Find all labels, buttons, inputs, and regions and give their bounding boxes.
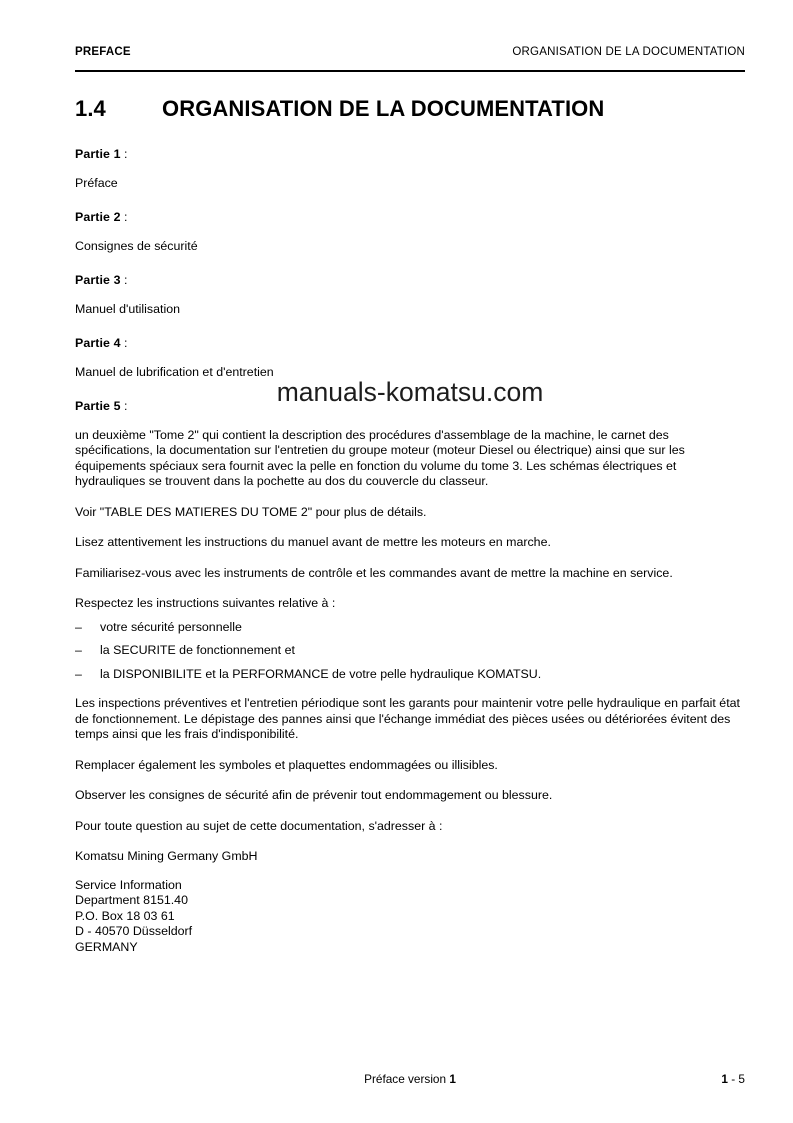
paragraph-observer: Observer les consignes de sécurité afin de prévenir tout endommagement ou blessure. (75, 788, 553, 802)
section-heading (75, 97, 745, 121)
paragraph-lisez: Lisez attentivement les instructions du manuel avant de mettre les moteurs en marche. (75, 535, 551, 549)
header-right-title: ORGANISATION DE LA DOCUMENTATION (512, 46, 745, 58)
paragraph-familiarisez: Familiarisez-vous avec les instruments de contrôle et les commandes avant de mettre la machine en service. (75, 565, 673, 580)
part-3-colon: : (124, 273, 128, 287)
footer-chapter-number: 1 (721, 1072, 728, 1086)
dash-marker: – (75, 643, 82, 657)
part-5-colon: : (124, 399, 128, 413)
part-2-colon: : (124, 210, 128, 224)
page-header (75, 46, 745, 59)
address-line: P.O. Box 18 03 61 (75, 908, 175, 923)
part-4-text: Manuel de lubrification et d'entretien (75, 364, 274, 379)
part-1-text: Préface (75, 175, 118, 190)
list-item (75, 667, 745, 683)
header-left-title: PREFACE (75, 46, 131, 58)
bullet-text: la SECURITE de fonctionnement et (100, 643, 295, 657)
part-4-label-text: Partie 4 (75, 336, 121, 350)
footer-version-number: 1 (449, 1072, 456, 1086)
list-item (75, 620, 745, 636)
watermark-text: manuals-komatsu.com (276, 377, 544, 407)
section-number: 1.4 (75, 96, 106, 121)
address-line: GERMANY (75, 939, 138, 954)
dash-marker: – (75, 666, 82, 681)
footer-page-number (721, 1072, 745, 1086)
part-3-label-text: Partie 3 (75, 273, 121, 287)
dash-marker: – (75, 619, 82, 634)
part-1-label-text: Partie 1 (75, 147, 121, 161)
part-1-label (75, 147, 745, 163)
address-line: D - 40570 Düsseldorf (75, 924, 193, 938)
footer-version (75, 1072, 745, 1086)
part-4-label (75, 336, 745, 352)
paragraph-respectez: Respectez les instructions suivantes relative à : (75, 596, 336, 610)
address-line: Department 8151.40 (75, 893, 188, 907)
header-rule (75, 70, 745, 72)
safety-bullet-list (75, 620, 745, 683)
address-line: Service Information (75, 877, 182, 892)
part-4-colon: : (124, 336, 128, 350)
page-footer (75, 1072, 745, 1086)
paragraph-remplacer: Remplacer également les symboles et plaquettes endommagées ou illisibles. (75, 757, 498, 772)
part-2-label (75, 210, 745, 226)
paragraph-inspections: Les inspections préventives et l'entretien périodique sont les garants pour maintenir votre pelle hydraulique en parfait état de fonctionnement. Le dépistage des pannes ainsi que l'échange immédiat des pièces usées ou détériorées évitent des temps ainsi que les frais d'indisponibilité. (75, 696, 740, 741)
part-3-text: Manuel d'utilisation (75, 301, 180, 316)
part-5-text: un deuxième "Tome 2" qui contient la description des procédures d'assemblage de la machine, le carnet des spécifications, la documentation sur l'entretien du groupe moteur (moteur Diesel ou électrique) ainsi que sur les équipements spéciaux sera fournit avec la pelle en fonction du volume du tome 3. Les schémas électriques et hydrauliques se trouvent dans la pochette au dos du couvercle du classeur. (75, 427, 685, 488)
company-name: Komatsu Mining Germany GmbH (75, 849, 258, 863)
part-2-text: Consignes de sécurité (75, 238, 198, 253)
part-3-label (75, 273, 745, 289)
footer-version-text: Préface version (364, 1072, 447, 1086)
bullet-text: votre sécurité personnelle (100, 619, 242, 634)
section-title: ORGANISATION DE LA DOCUMENTATION (162, 96, 605, 121)
bullet-text: la DISPONIBILITE et la PERFORMANCE de votre pelle hydraulique KOMATSU. (100, 666, 542, 681)
footer-page-rest: - 5 (731, 1072, 745, 1086)
document-page (75, 0, 745, 955)
contact-address-block (75, 878, 745, 956)
paragraph-voir: Voir "TABLE DES MATIERES DU TOME 2" pour plus de détails. (75, 504, 427, 519)
part-1-colon: : (124, 147, 128, 161)
list-item (75, 643, 745, 659)
part-5-label-text: Partie 5 (75, 399, 121, 413)
paragraph-question: Pour toute question au sujet de cette documentation, s'adresser à : (75, 818, 443, 833)
part-2-label-text: Partie 2 (75, 210, 121, 224)
